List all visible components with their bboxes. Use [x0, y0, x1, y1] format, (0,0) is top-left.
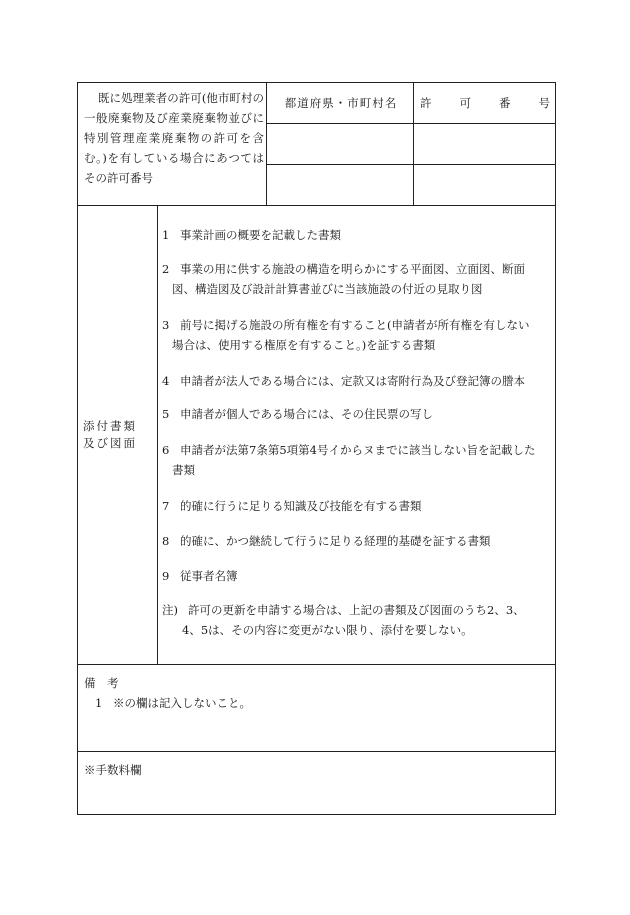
item-text: 的確に行うに足りる知識及び技能を有する書類 — [180, 499, 422, 513]
permit-entry-cell[interactable] — [267, 165, 413, 205]
table-border-bottom — [77, 814, 556, 815]
permit-entry-cell[interactable] — [267, 124, 413, 164]
item-text: 申請者が法第7条第5項第4号イからヌまでに該当しない旨を記載した — [180, 443, 536, 457]
row-divider-attachments — [77, 664, 556, 665]
header-permit-number — [420, 94, 550, 113]
header-permit-char: 番 — [499, 96, 511, 110]
remarks-title: 備 考 — [84, 676, 119, 690]
attachments-label-line2: 及び図面 — [83, 436, 137, 450]
item-text-continued: 図、構造図及び設計計算書並びに当該施設の付近の見取り図 — [172, 281, 483, 296]
item-number: 2 — [162, 262, 170, 276]
col-divider-attachments — [157, 205, 158, 665]
header-prefecture-municipality: 都道府県・市町村名 — [284, 96, 398, 110]
item-text-continued: 書類 — [172, 462, 195, 477]
list-item — [162, 260, 552, 299]
list-item — [162, 532, 552, 552]
permit-number-entry-cell[interactable] — [414, 165, 555, 205]
item-text-continued: 場合は、使用する権原を有すること。)を証する書類 — [172, 337, 436, 352]
list-item — [162, 405, 552, 425]
attachments-label — [83, 418, 155, 452]
item-text: 申請者が個人である場合には、その住民票の写し — [180, 407, 433, 421]
note-text-continued: 4、5は、その内容に変更がない限り、添付を要しない。 — [182, 622, 473, 637]
header-permit-char: 可 — [459, 96, 471, 110]
item-number: 4 — [162, 374, 170, 388]
header-permit-char: 許 — [420, 96, 432, 110]
permit-number-entry-cell[interactable] — [414, 124, 555, 164]
remarks-item — [95, 694, 251, 713]
item-text: 前号に掲げる施設の所有権を有すること(申請者が所有権を有しない — [180, 318, 530, 332]
item-number: 6 — [162, 443, 170, 457]
table-border-top — [77, 82, 556, 83]
list-item — [162, 567, 552, 587]
list-item — [162, 226, 552, 246]
item-text: 事業の用に供する施設の構造を明らかにする平面図、立面図、断面 — [180, 262, 525, 276]
item-number: 3 — [162, 318, 170, 332]
table-border-left — [77, 82, 78, 815]
item-text: 的確に、かつ継続して行うに足りる経理的基礎を証する書類 — [180, 534, 491, 548]
item-number: 5 — [162, 407, 170, 421]
remarks-item-number: 1 — [95, 696, 103, 710]
item-text: 申請者が法人である場合には、定款又は寄附行為及び登記簿の謄本 — [180, 374, 525, 388]
header-permit-char: 号 — [538, 96, 550, 110]
remarks-item-text: ※の欄は記入しないこと。 — [113, 696, 251, 710]
attachments-label-line1: 添付書類 — [83, 419, 137, 433]
table-border-right — [555, 82, 556, 815]
note-label: 注) — [162, 603, 178, 617]
list-item — [162, 316, 552, 355]
list-item — [162, 372, 552, 392]
note-text: 許可の更新を申請する場合は、上記の書類及び図面のうち2、3、 — [188, 603, 525, 617]
item-text: 従事者名簿 — [180, 569, 238, 583]
item-number: 9 — [162, 569, 170, 583]
permit-intro-text: 既に処理業者の許可(他市町村の一般廃棄物及び産業廃棄物並びに特別管理産業廃棄物の許可を含む。)を有している場合にあつてはその許可番号 — [84, 91, 264, 185]
item-text: 事業計画の概要を記載した書類 — [180, 228, 341, 242]
item-number: 8 — [162, 534, 170, 548]
fee-entry-area[interactable] — [78, 752, 555, 814]
list-item — [162, 441, 552, 480]
item-number: 1 — [162, 228, 170, 242]
fee-label: ※手数料欄 — [84, 763, 142, 777]
list-item — [162, 497, 552, 517]
attachments-note — [162, 601, 552, 640]
row-divider-permit — [77, 205, 556, 206]
item-number: 7 — [162, 499, 170, 513]
